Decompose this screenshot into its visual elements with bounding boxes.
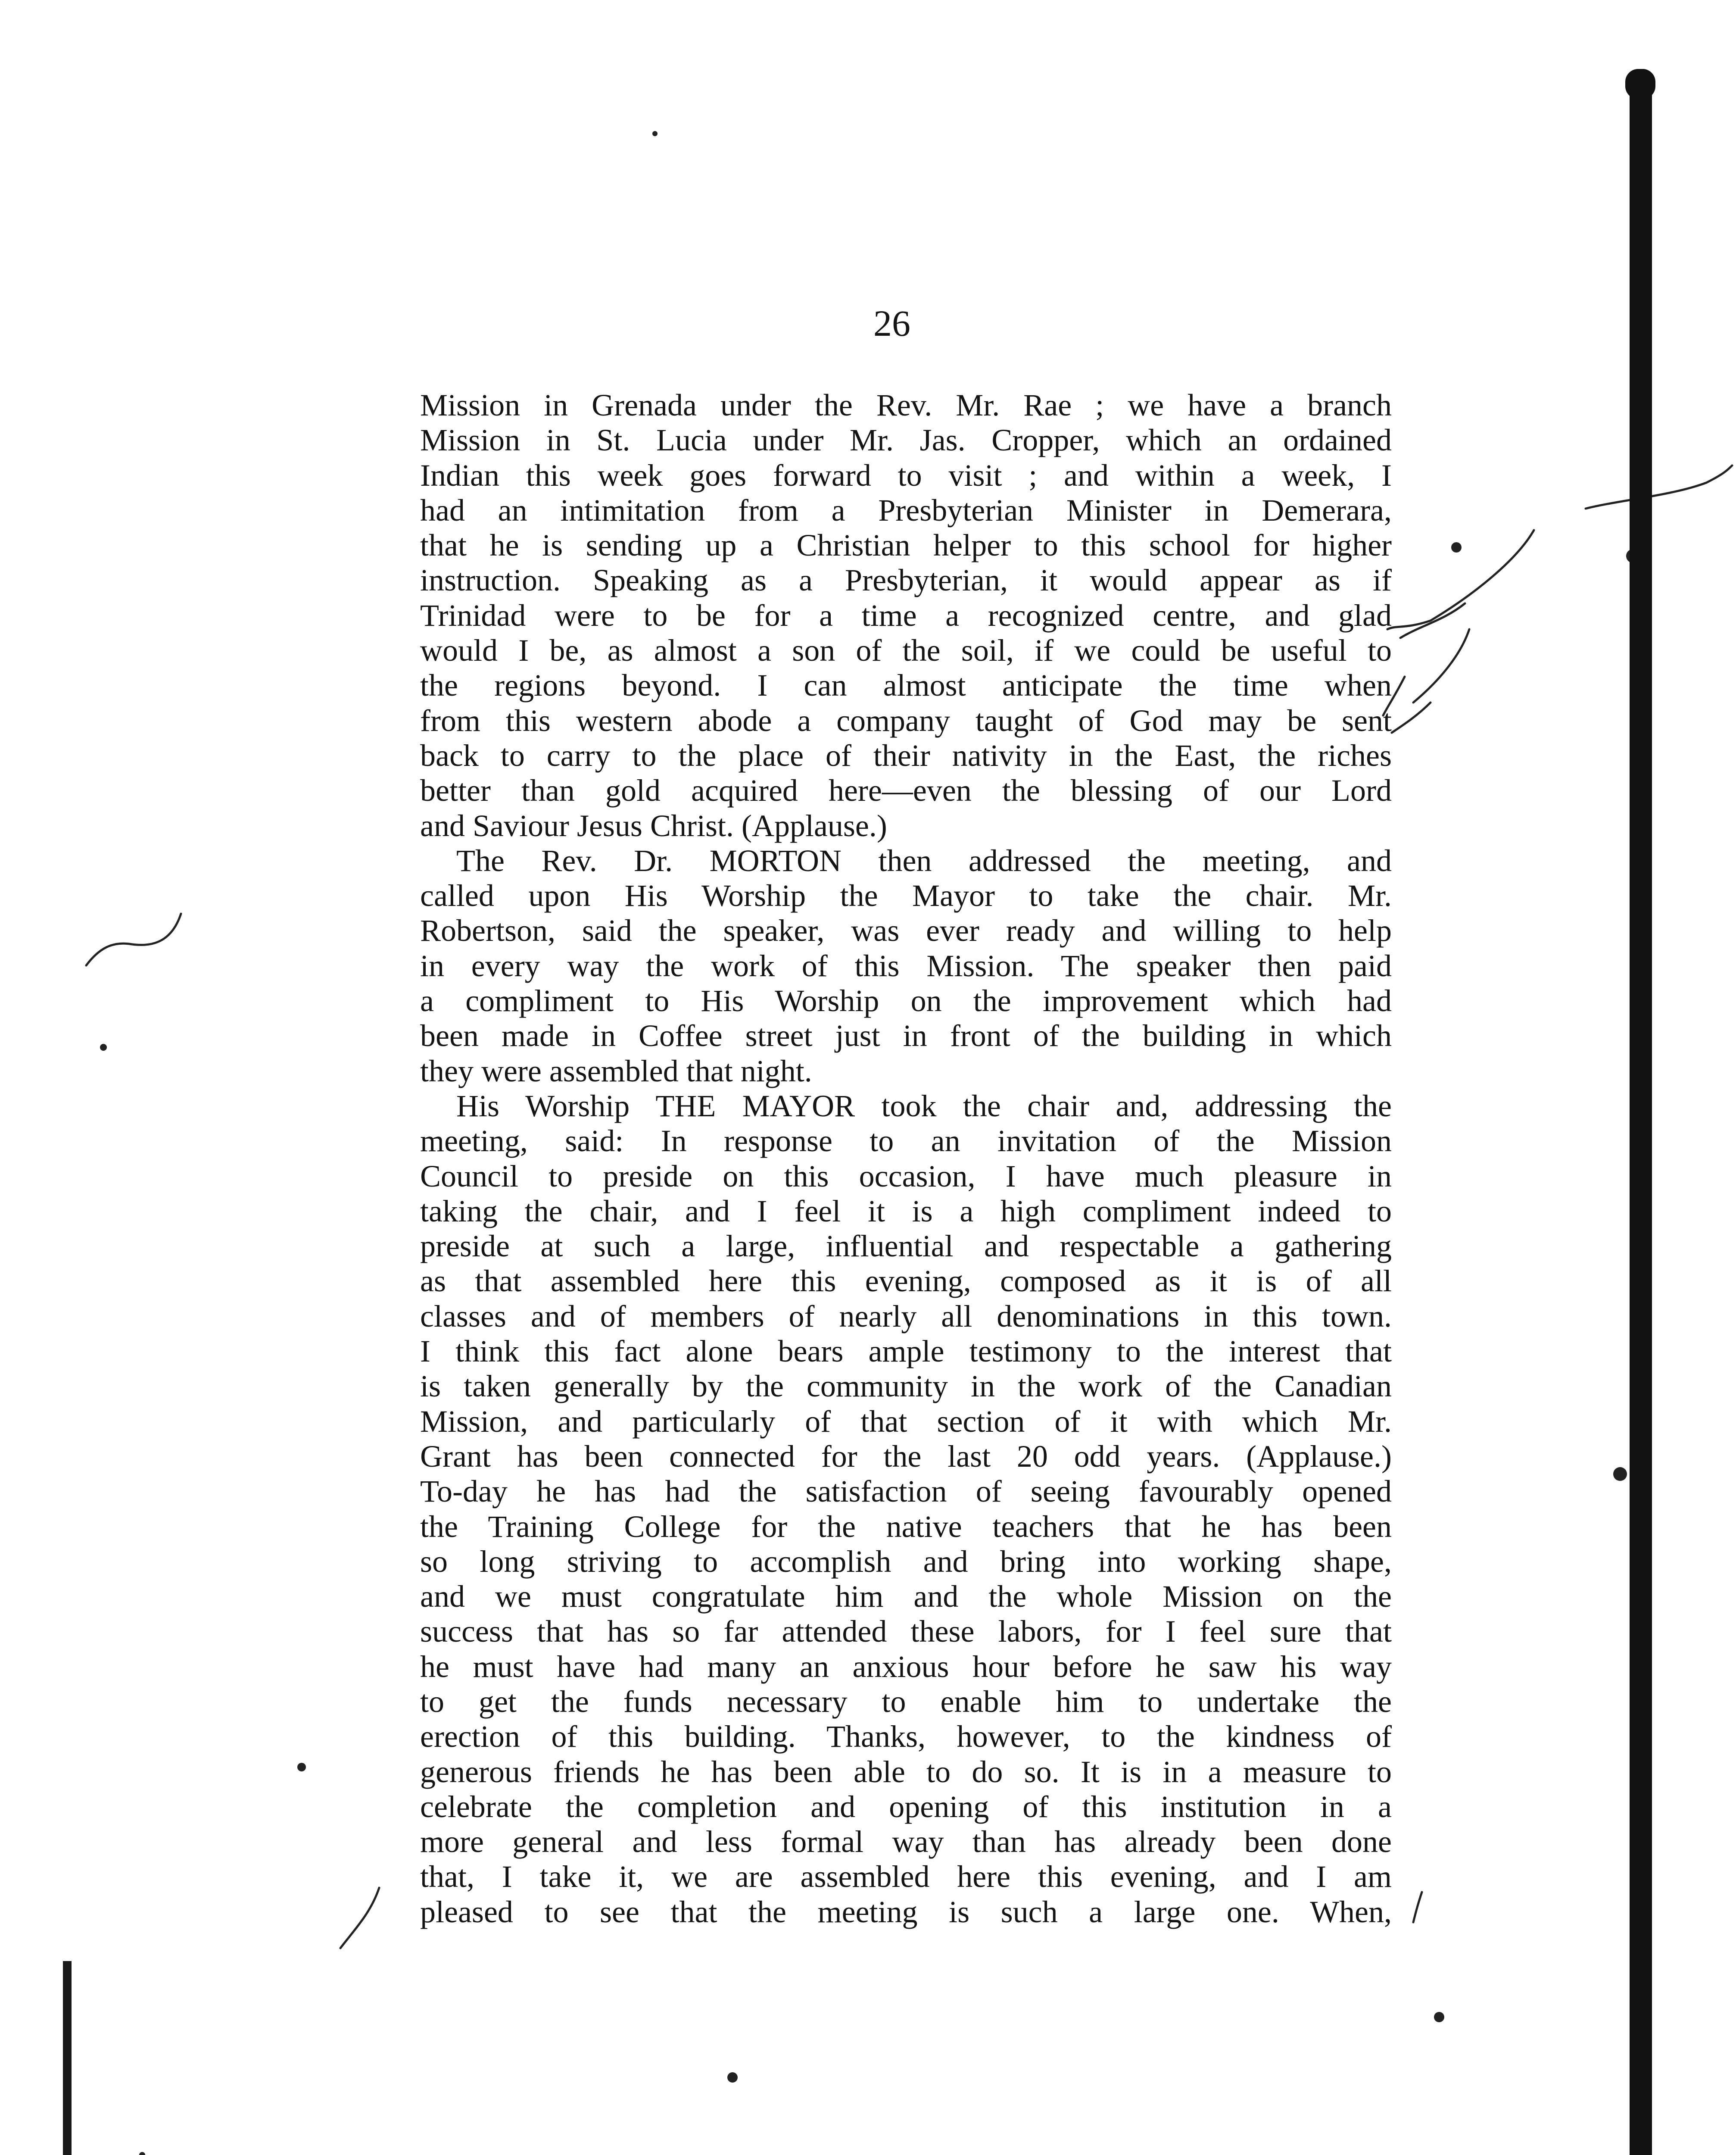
text-line: from this western abode a company taught of God may be sent [420,703,1392,738]
text-line: called upon His Worship the Mayor to take the chair. Mr. [420,878,1392,913]
text-line: celebrate the completion and opening of this institution in a [420,1789,1392,1824]
text-line: so long striving to accomplish and bring into working shape, [420,1544,1392,1579]
text-line: and Saviour Jesus Christ. (Applause.) [420,808,887,843]
scan-corner-mark [63,1961,72,2155]
text-line: a compliment to His Worship on the improvement which had [420,984,1392,1018]
text-line: classes and of members of nearly all denominations in this town. [420,1299,1392,1334]
text-line: back to carry to the place of their nativity in the East, the riches [420,738,1392,773]
text-line: success that has so far attended these labors, for I feel sure that [420,1614,1392,1649]
text-line: To-day he has had the satisfaction of seeing favourably opened [420,1474,1392,1509]
text-line: generous friends he has been able to do so. It is in a measure to [420,1754,1392,1789]
text-line: Indian this week goes forward to visit ; and within a week, I [420,458,1392,493]
text-line: that, I take it, we are assembled here this evening, and I am [420,1859,1392,1894]
text-line: that he is sending up a Christian helper to this school for higher [420,528,1392,563]
text-line: His Worship THE MAYOR took the chair and, addressing the [456,1088,1392,1123]
text-line: the regions beyond. I can almost anticipate the time when [420,668,1392,703]
text-line: I think this fact alone bears ample testimony to the interest that [420,1334,1392,1369]
page-number: 26 [873,303,910,344]
text-line: more general and less formal way than has already been done [420,1824,1392,1859]
scan-edge-shadow [1630,69,1652,2155]
text-line: Council to preside on this occasion, I have much pleasure in [420,1159,1392,1193]
text-line: Mission in Grenada under the Rev. Mr. Rae ; we have a branch [420,388,1392,422]
text-line: been made in Coffee street just in front of the building in which [420,1018,1392,1053]
text-line: and we must congratulate him and the whole Mission on the [420,1579,1392,1614]
text-line: Grant has been connected for the last 20 odd years. (Applause.) [420,1439,1392,1474]
text-line: pleased to see that the meeting is such a large one. When, [420,1894,1392,1929]
body-text [420,388,1392,1930]
text-line: better than gold acquired here—even the blessing of our Lord [420,773,1392,808]
text-line: had an intimitation from a Presbyterian Minister in Demerara, [420,493,1392,528]
text-line: taking the chair, and I feel it is a high compliment indeed to [420,1193,1392,1228]
text-line: Mission in St. Lucia under Mr. Jas. Cropper, which an ordained [420,423,1392,458]
text-line: as that assembled here this evening, composed as it is of all [420,1264,1392,1299]
text-line: Trinidad were to be for a time a recognized centre, and glad [420,598,1392,633]
text-line: The Rev. Dr. MORTON then addressed the meeting, and [456,843,1392,878]
text-line: Robertson, said the speaker, was ever ready and willing to help [420,913,1392,948]
text-line: is taken generally by the community in the work of the Canadian [420,1369,1392,1404]
text-line: preside at such a large, influential and respectable a gathering [420,1229,1392,1264]
text-line: Mission, and particularly of that section of it with which Mr. [420,1404,1392,1439]
text-line: meeting, said: In response to an invitation of the Mission [420,1124,1392,1159]
text-line: would I be, as almost a son of the soil, if we could be useful to [420,633,1392,668]
text-line: they were assembled that night. [420,1053,812,1088]
text-line: erection of this building. Thanks, however, to the kindness of [420,1719,1392,1754]
text-line: instruction. Speaking as a Presbyterian, it would appear as if [420,563,1392,598]
text-line: he must have had many an anxious hour before he saw his way [420,1649,1392,1684]
text-line: the Training College for the native teachers that he has been [420,1509,1392,1544]
text-line: in every way the work of this Mission. The speaker then paid [420,948,1392,983]
text-line: to get the funds necessary to enable him to undertake the [420,1684,1392,1719]
